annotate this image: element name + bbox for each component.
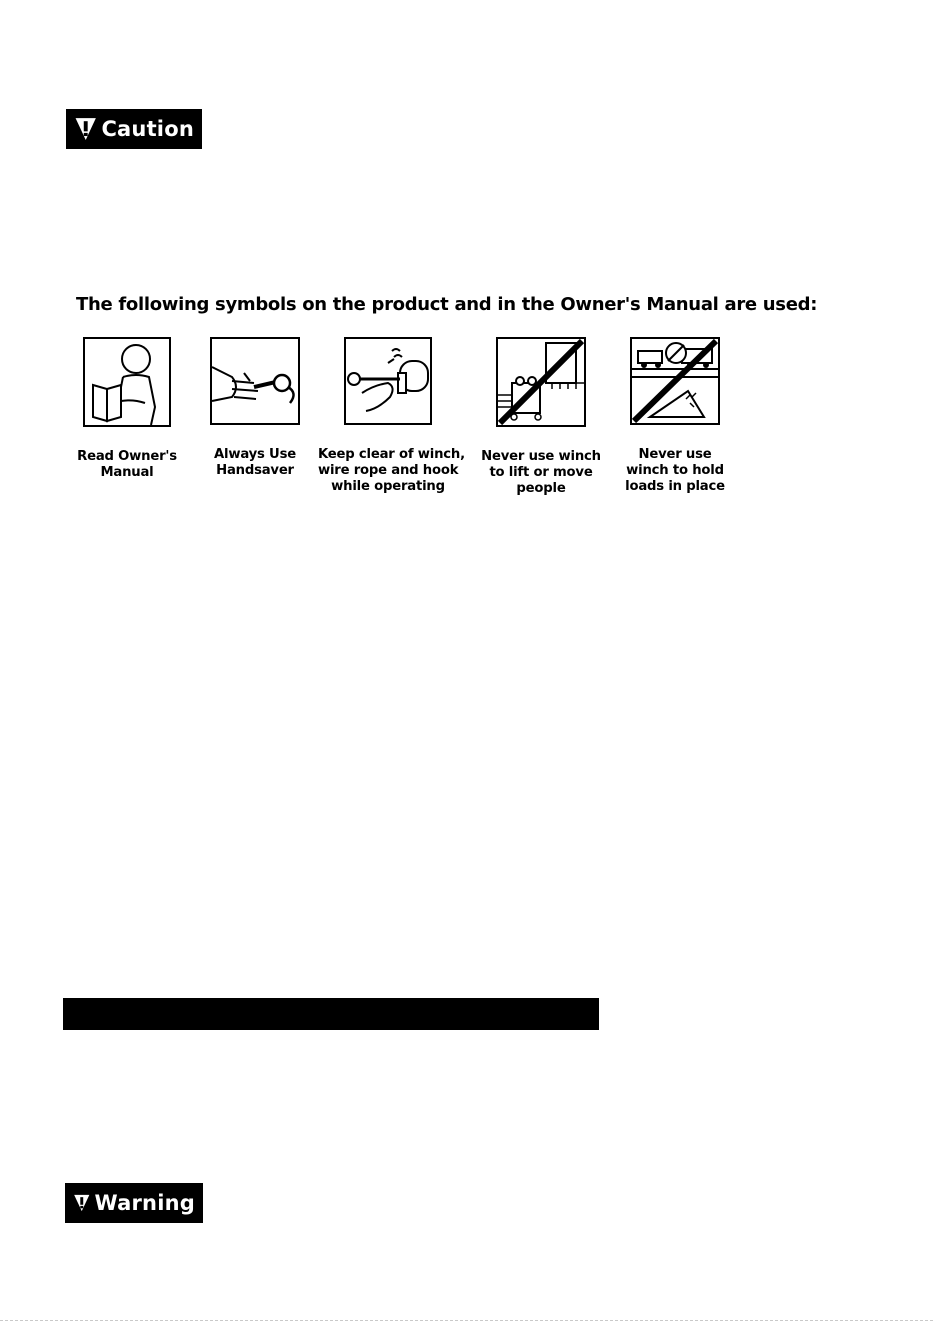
warning-label: Warning (94, 1191, 195, 1215)
page-bottom-edge (0, 1320, 933, 1321)
caution-label: Caution (101, 117, 194, 141)
symbol-caption: Keep clear of winch, wire rope and hook while operating (318, 447, 465, 494)
exclamation-triangle-icon (74, 112, 97, 146)
symbol-caption: Read Owner's Manual (77, 449, 177, 480)
handsaver-icon (210, 337, 300, 425)
keep-clear-winch-icon (344, 337, 432, 425)
symbol-no-holding-loads (620, 337, 730, 495)
symbol-handsaver (200, 337, 310, 479)
no-holding-loads-icon (630, 337, 720, 425)
symbol-no-lifting-people (478, 337, 604, 497)
symbol-read-manual (72, 337, 182, 481)
read-manual-icon (83, 337, 171, 427)
symbol-keep-clear (318, 337, 465, 495)
no-lifting-people-icon (496, 337, 586, 427)
exclamation-triangle-icon (73, 1186, 91, 1220)
caution-badge (66, 109, 202, 149)
symbol-caption: Always Use Handsaver (214, 447, 296, 478)
symbols-intro: The following symbols on the product and in the Owner's Manual are used: (76, 294, 818, 315)
symbol-caption: Never use winch to lift or move people (481, 449, 601, 496)
symbol-caption: Never use winch to hold loads in place (625, 447, 725, 494)
warning-badge (65, 1183, 203, 1223)
section-header-bar (63, 998, 599, 1030)
